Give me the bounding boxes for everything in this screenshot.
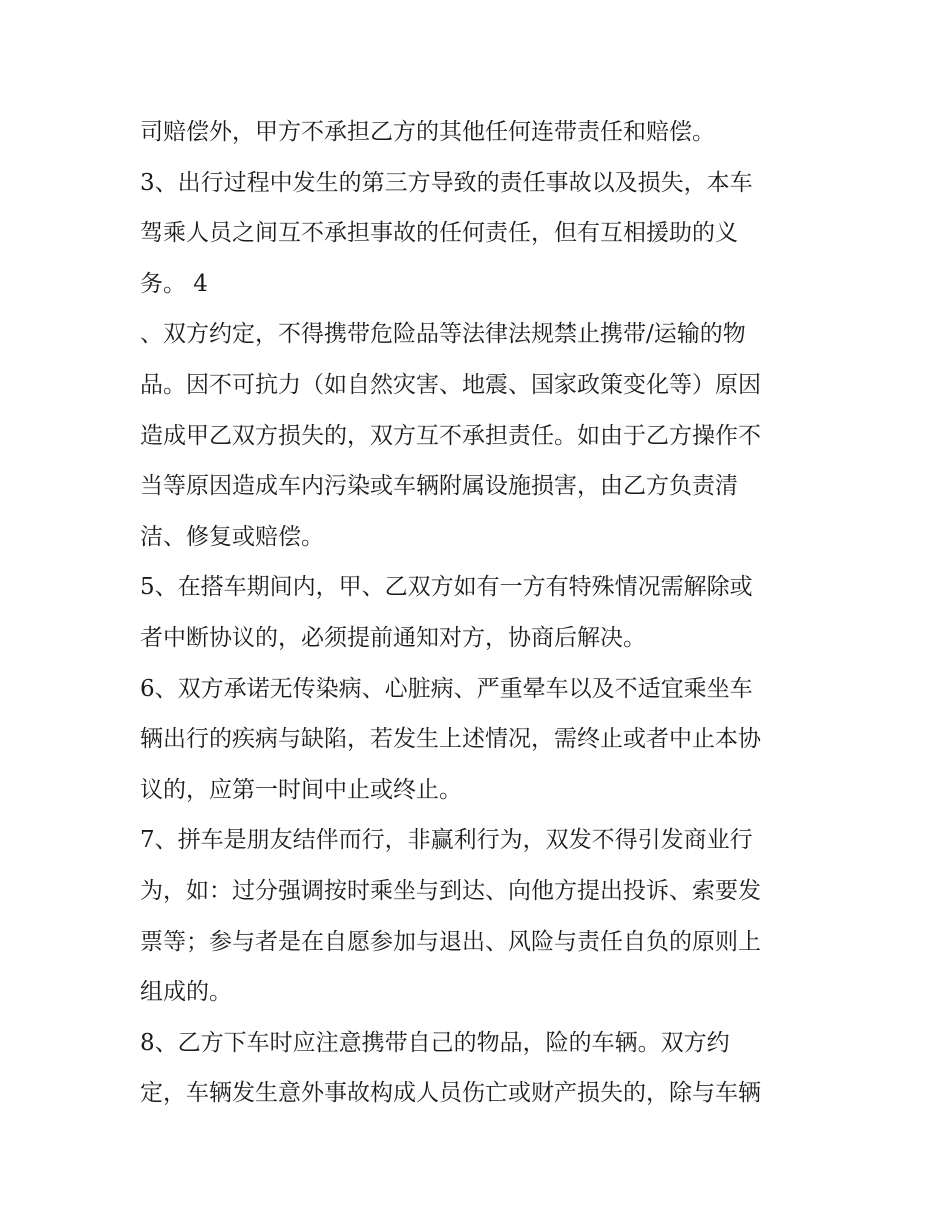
text-line: 司赔偿外，甲方不承担乙方的其他任何连带责任和赔偿。 <box>140 119 715 145</box>
text-line: 驾乘人员之间互不承担事故的任何责任，但有互相援助的义 <box>140 220 738 247</box>
text-line: 定，车辆发生意外事故构成人员伤亡或财产损失的，除与车辆 <box>140 1080 761 1107</box>
text-line: 洁、修复或赔偿。 <box>140 523 324 550</box>
text-line: 议的，应第一时间中止或终止。 <box>140 776 462 803</box>
text-line: 辆出行的疾病与缺陷，若发生上述情况，需终止或者中止本协 <box>140 726 761 753</box>
text-line: 务。 4 <box>140 270 208 297</box>
text-line: 造成甲乙双方损失的，双方互不承担责任。如由于乙方操作不 <box>140 422 761 449</box>
document-body <box>140 107 820 1119</box>
text-line: 5、在搭车期间内，甲、乙双方如有一方有特殊情况需解除或 <box>140 574 753 601</box>
text-line: 8、乙方下车时应注意携带自己的物品，险的车辆。双方约 <box>140 1029 730 1056</box>
text-line: 者中断协议的，必须提前通知对方，协商后解决。 <box>140 624 646 651</box>
text-line: 品。因不可抗力（如自然灾害、地震、国家政策变化等）原因 <box>140 371 761 398</box>
text-line: 7、拼车是朋友结伴而行，非赢利行为，双发不得引发商业行 <box>140 827 753 854</box>
text-line: 当等原因造成车内污染或车辆附属设施损害，由乙方负责清 <box>140 473 738 500</box>
text-line: 6、双方承诺无传染病、心脏病、严重晕车以及不适宜乘坐车 <box>140 675 753 702</box>
text-line: 、双方约定，不得携带危险品等法律法规禁止携带/运输的物 <box>140 321 746 348</box>
text-line: 组成的。 <box>140 979 232 1006</box>
text-line: 3、出行过程中发生的第三方导致的责任事故以及损失，本车 <box>140 169 753 196</box>
text-line: 为，如：过分强调按时乘坐与到达、向他方提出投诉、索要发 <box>140 877 761 904</box>
text-line: 票等；参与者是在自愿参加与退出、风险与责任自负的原则上 <box>140 928 761 955</box>
